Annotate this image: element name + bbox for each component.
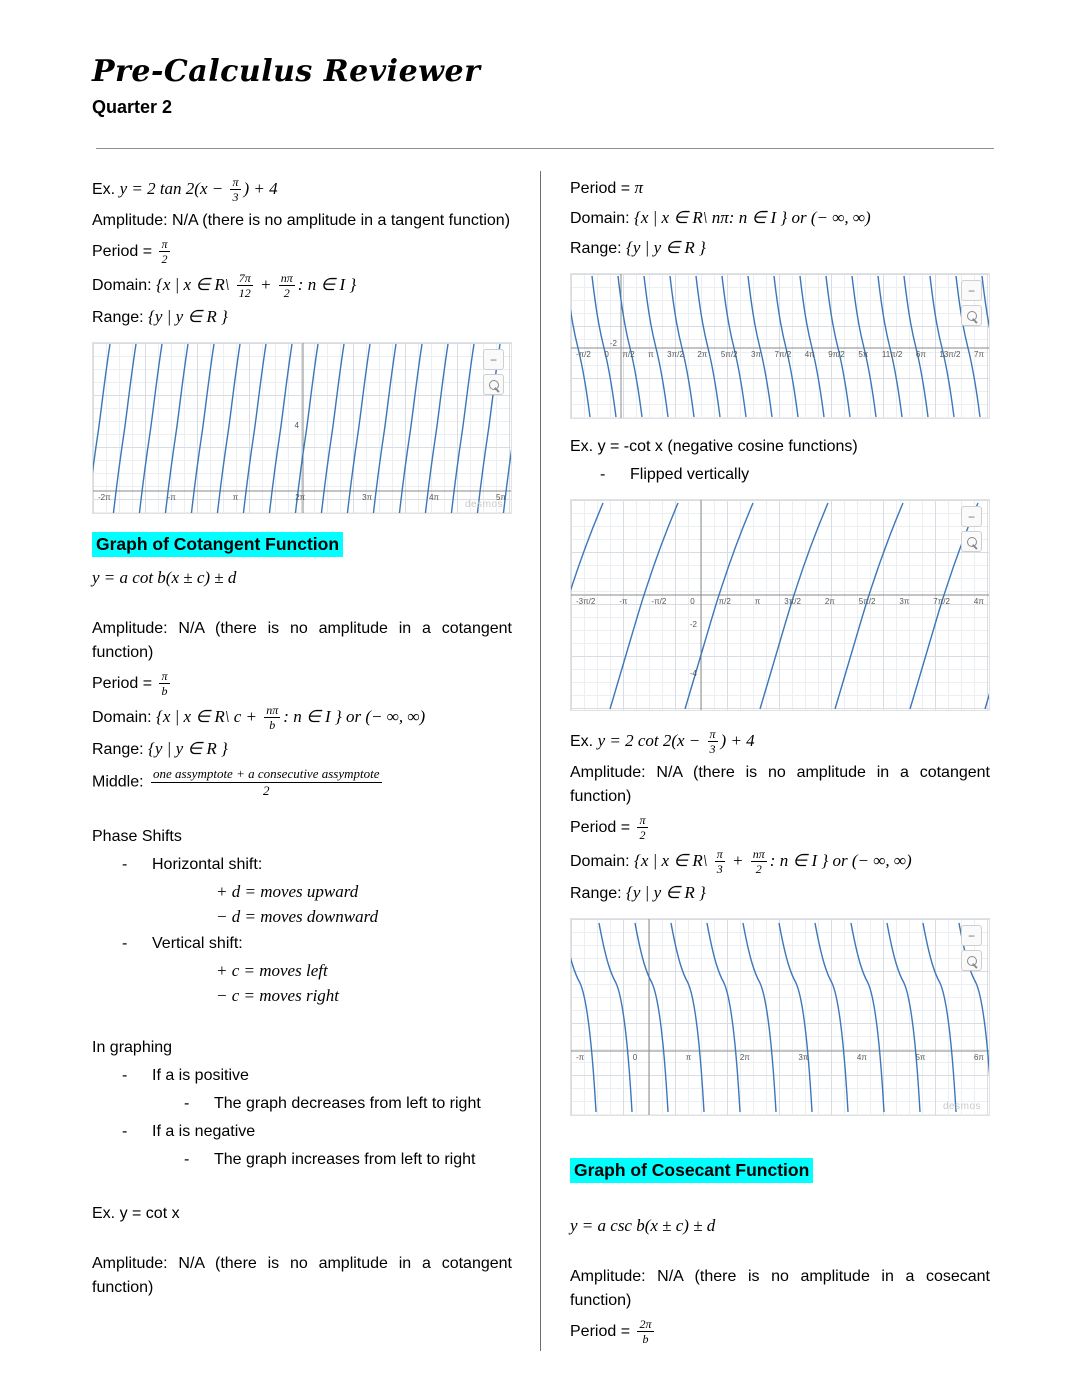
axis-tick-label: 6π: [915, 350, 926, 359]
cot-basic-formula: Ex. y = cot x: [92, 1204, 180, 1222]
horizontal-shift-rules: [92, 882, 512, 927]
graph-cot-basic: [570, 273, 990, 419]
axis-tick-label: 5π/2: [858, 597, 876, 606]
tan-period: Period = $\frac{\pi}{2}$: [92, 236, 168, 267]
fraction: $\frac{\pi}{3}$: [716, 846, 723, 876]
fraction: $\frac{2\pi}{b}$: [639, 1316, 652, 1347]
example-label: Ex.: [92, 181, 120, 199]
page-title: Pre-Calculus Reviewer: [92, 54, 481, 89]
axis-tick-label: -π: [619, 597, 628, 606]
cot2-formula: Ex. y = 2 cot 2(x − $\frac{\pi}{3}$ ) + 4: [570, 727, 755, 757]
tools-button[interactable]: [961, 950, 982, 971]
in-graphing-title: In graphing: [92, 1038, 173, 1056]
x-axis-labels: [93, 493, 511, 502]
axis-tick-label: 3π/2: [784, 597, 801, 606]
graph-tan-example: [92, 342, 512, 514]
axis-tick-label: 2π: [824, 597, 835, 606]
axis-tick-label: 9π/2: [828, 350, 845, 359]
shift-rule: − d = moves downward: [216, 906, 379, 926]
cotangent-heading: Graph of Cotangent Function: [92, 532, 343, 557]
cosecant-section: [570, 1132, 990, 1346]
fraction: $\frac{\text{one assymptote + a consecutive assymptote}}{2}$: [153, 766, 380, 798]
axis-tick-label: 7π/2: [774, 350, 792, 359]
axis-tick-label: 11π/2: [881, 350, 903, 359]
cotangent-formula: y = a cot b(x ± c) ± d: [92, 568, 237, 588]
axis-tick-label: -π/2: [576, 350, 591, 359]
cot-basic-domain: Domain: {x | x ∈ R\ nπ: n ∈ I } or (− ∞, ∞): [570, 208, 871, 227]
axis-tick-label: -2π: [98, 493, 111, 503]
y-axis-labels: [683, 600, 697, 698]
axis-tick-label: 4π: [856, 1053, 867, 1063]
axis-tick-label: 6π: [973, 1053, 984, 1063]
left-column: [92, 171, 512, 1351]
tools-icon: [967, 537, 977, 547]
fraction: $\frac{\pi}{2}$: [161, 236, 168, 267]
zoom-out-button[interactable]: −: [961, 506, 982, 527]
axis-tick-label: π: [648, 350, 654, 359]
neg-cot-bullet: - Flipped vertically: [570, 463, 990, 487]
cot-middle: Middle: $\frac{\text{one assymptote + a consecutive assymptote}}{2}$: [92, 766, 380, 798]
graphing-condition: - If a is positive: [92, 1064, 512, 1088]
axis-tick-label: 5π: [915, 1053, 926, 1063]
axis-tick-label: -π/2: [651, 597, 667, 606]
axis-tick-label: 2π: [697, 350, 708, 359]
zoom-out-button[interactable]: −: [961, 280, 982, 301]
phase-shifts-title: Phase Shifts: [92, 827, 182, 845]
axis-tick-label: π/2: [718, 597, 731, 606]
axis-tick-label: 4π: [429, 493, 440, 503]
cot2-domain: Domain: {x | x ∈ R\ $\frac{\pi}{3}$ + $\frac{n\pi}{2}$ : n ∈ I } or (− ∞, ∞): [570, 846, 912, 876]
axis-tick-label: π: [754, 597, 761, 606]
in-graphing-block: [92, 1036, 512, 1172]
vertical-shift-label: - Vertical shift:: [92, 932, 512, 956]
axis-tick-label: π: [232, 493, 239, 503]
cot-period: Period = $\frac{\pi}{b}$: [92, 668, 168, 699]
x-axis-labels: [571, 1053, 989, 1062]
tan-example-formula: Ex. y = 2 tan 2(x − $\frac{\pi}{3}$ ) + 4: [92, 175, 278, 205]
axis-tick-label: 3π: [899, 597, 910, 606]
tools-icon: [489, 380, 499, 390]
y-axis-labels: [603, 280, 617, 406]
zoom-out-button[interactable]: −: [961, 925, 982, 946]
shift-rule: + c = moves left: [216, 960, 328, 980]
tools-button[interactable]: [961, 305, 982, 326]
cosecant-formula: y = a csc b(x ± c) ± d: [570, 1216, 716, 1236]
fraction: $\frac{\pi}{3}$: [232, 175, 239, 205]
tools-icon: [967, 311, 977, 321]
axis-tick-label: 3π: [798, 1053, 809, 1063]
axis-tick-label: -3π/2: [576, 597, 596, 606]
axis-tick-label: 0: [690, 597, 695, 606]
y-axis-labels: [285, 349, 299, 501]
axis-tick-label: 7π/2: [933, 597, 950, 606]
graph-controls: [961, 925, 982, 971]
cot-basic-example-block: [92, 1202, 512, 1300]
graph-neg-cot: [570, 499, 990, 711]
axis-tick-label: 4π: [973, 597, 984, 606]
in-graphing-items: [92, 1064, 512, 1172]
cosecant-heading: Graph of Cosecant Function: [570, 1158, 813, 1183]
phase-shifts-block: [92, 825, 512, 1006]
axis-tick-label: 0: [632, 1053, 638, 1063]
axis-tick-label: -2: [609, 338, 617, 348]
neg-cot-example-block: [570, 435, 990, 487]
cot-amplitude: Amplitude: N/A (there is no amplitude in a cotangent function): [92, 619, 512, 661]
in-graphing-item: [92, 1064, 512, 1116]
axis-tick-label: 13π/2: [939, 350, 961, 359]
axis-tick-label: π: [685, 1053, 692, 1063]
right-column: [540, 171, 990, 1351]
axis-tick-label: -π: [167, 493, 176, 503]
graph-controls: [961, 506, 982, 552]
cot2-range: Range: {y | y ∈ R }: [570, 883, 706, 903]
axis-tick-label: -2: [689, 620, 697, 629]
axis-tick-label: 4π: [804, 350, 815, 359]
axis-tick-label: 3π: [362, 493, 373, 503]
two-column-layout: [92, 171, 994, 1351]
fraction: $\frac{n\pi}{2}$: [280, 270, 293, 300]
desmos-watermark: desmos: [942, 1101, 981, 1113]
axis-tick-label: π/2: [622, 350, 635, 359]
cot-domain: Domain: {x | x ∈ R\ c + $\frac{n\pi}{b}$ : n ∈ I } or (− ∞, ∞): [92, 702, 426, 733]
csc-period: Period = $\frac{2\pi}{b}$: [570, 1316, 652, 1347]
cot-basic-period: Period = π: [570, 178, 644, 197]
axis-tick-label: 2π: [295, 493, 306, 503]
graphing-result: - The graph decreases from left to right: [92, 1092, 512, 1116]
fraction: $\frac{n\pi}{b}$: [266, 702, 279, 733]
cot2-amplitude: Amplitude: N/A (there is no amplitude in a cotangent function): [570, 763, 990, 805]
axis-tick-label: -4: [689, 669, 697, 678]
cot-basic-range: Range: {y | y ∈ R }: [570, 238, 706, 257]
tan-range: Range: {y | y ∈ R }: [92, 307, 228, 327]
shift-rule: + d = moves upward: [216, 881, 359, 901]
cot-range: Range: {y | y ∈ R }: [92, 739, 228, 759]
fraction: $\frac{\pi}{b}$: [161, 668, 168, 699]
csc-amplitude: Amplitude: N/A (there is no amplitude in a cosecant function): [570, 1267, 990, 1309]
axis-tick-label: 5π/2: [720, 350, 738, 359]
cot2-period: Period = $\frac{\pi}{2}$: [570, 812, 646, 843]
axis-tick-label: 3π/2: [667, 350, 684, 359]
fraction: $\frac{n\pi}{2}$: [752, 846, 765, 876]
neg-cot-text: Ex. y = -cot x (negative cosine functions): [570, 438, 858, 455]
desmos-watermark: desmos: [464, 499, 503, 511]
cot-basic-properties: [570, 175, 990, 261]
axis-tick-label: 7π: [974, 350, 984, 359]
graph-cot-example: [570, 918, 990, 1116]
fraction: $\frac{\pi}{3}$: [709, 727, 716, 757]
page-subtitle: Quarter 2: [92, 97, 173, 117]
fraction: $\frac{\pi}{2}$: [639, 812, 646, 843]
vertical-shift-rules: [92, 961, 512, 1006]
cotangent-section: [92, 530, 512, 798]
cot-basic-amplitude: Amplitude: N/A (there is no amplitude in a cotangent function): [92, 1254, 512, 1296]
graph-controls: [483, 349, 504, 395]
header-divider: [96, 148, 994, 149]
tan-example-block: [92, 175, 512, 330]
fraction: $\frac{7\pi}{12}$: [238, 270, 251, 300]
graphing-result: - The graph increases from left to right: [92, 1148, 512, 1172]
horizontal-shift-label: - Horizontal shift:: [92, 853, 512, 877]
zoom-out-button[interactable]: −: [483, 349, 504, 370]
tools-button[interactable]: [961, 531, 982, 552]
axis-tick-label: 5π: [858, 350, 869, 359]
axis-tick-label: 3π: [751, 350, 761, 359]
axis-tick-label: -π: [576, 1053, 585, 1063]
axis-tick-label: 4: [294, 420, 299, 430]
x-axis-labels: [571, 597, 989, 606]
graphing-condition: - If a is negative: [92, 1120, 512, 1144]
x-axis-labels: [571, 350, 989, 359]
shift-rule: − c = moves right: [216, 985, 340, 1005]
tan-domain: Domain: {x | x ∈ R\ $\frac{7\pi}{12}$ + $\frac{n\pi}{2}$ : n ∈ I }: [92, 270, 357, 300]
tan-amplitude: Amplitude: N/A (there is no amplitude in a tangent function): [92, 211, 511, 229]
in-graphing-item: [92, 1120, 512, 1172]
axis-tick-label: 5π: [495, 493, 506, 503]
axis-tick-label: 2π: [739, 1053, 750, 1063]
graph-controls: [961, 280, 982, 326]
cot-transformed-example-block: [570, 727, 990, 906]
axis-tick-label: 0: [604, 350, 609, 359]
tools-icon: [967, 956, 977, 966]
tools-button[interactable]: [483, 374, 504, 395]
